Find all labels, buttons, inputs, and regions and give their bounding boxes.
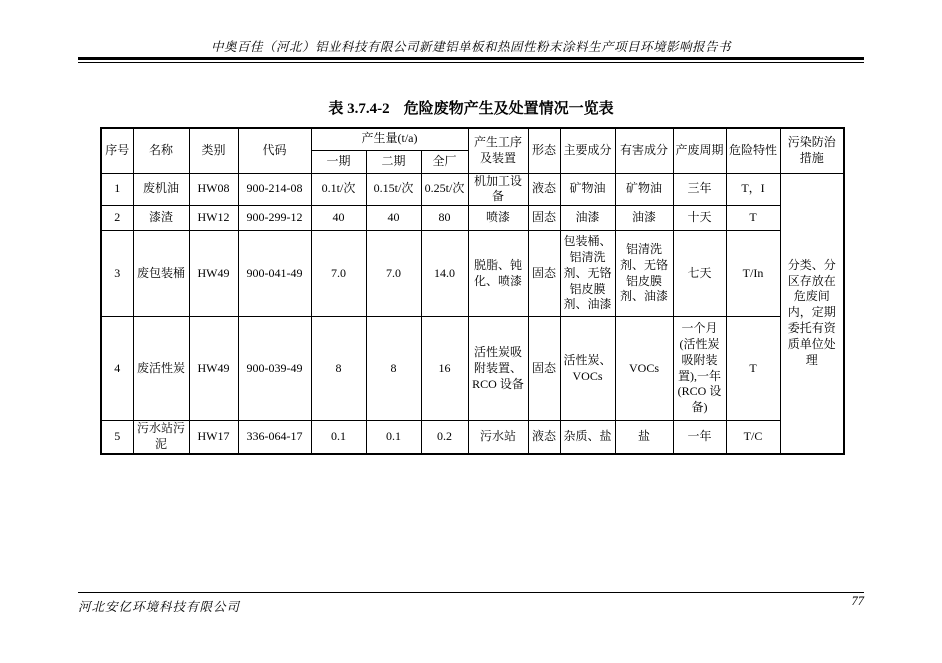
- cell-main-component: 矿物油: [560, 173, 615, 206]
- cell-harmful-component: 油漆: [615, 206, 673, 231]
- cell-hazard: T: [726, 317, 780, 421]
- cell-category: HW17: [189, 421, 238, 454]
- cell-code: 900-039-49: [238, 317, 311, 421]
- table-row: [101, 421, 844, 454]
- cell-phase1: 7.0: [311, 231, 366, 317]
- col-header-process: 产生工序及装置: [468, 128, 528, 173]
- cell-phase2: 0.15t/次: [366, 173, 421, 206]
- cell-process: 喷漆: [468, 206, 528, 231]
- cell-code: 900-214-08: [238, 173, 311, 206]
- cell-no: 3: [101, 231, 133, 317]
- footer-rule: [78, 592, 864, 593]
- cell-form: 固态: [528, 317, 560, 421]
- table-title-number: 表 3.7.4-2: [328, 101, 390, 117]
- table-row: [101, 231, 844, 317]
- cell-form: 固态: [528, 206, 560, 231]
- cell-harmful-component: VOCs: [615, 317, 673, 421]
- col-header-form: 形态: [528, 128, 560, 173]
- footer-company: 河北安亿环境科技有限公司: [78, 600, 241, 614]
- page-number: 77: [851, 594, 864, 608]
- cell-cycle: 一年: [673, 421, 726, 454]
- cell-category: HW08: [189, 173, 238, 206]
- cell-no: 2: [101, 206, 133, 231]
- cell-no: 5: [101, 421, 133, 454]
- col-header-index: 序号: [101, 128, 133, 173]
- cell-name: 漆渣: [133, 206, 189, 231]
- cell-cycle: 一个月(活性炭吸附装置),一年(RCO 设备): [673, 317, 726, 421]
- col-header-code: 代码: [238, 128, 311, 173]
- cell-no: 4: [101, 317, 133, 421]
- cell-harmful-component: 铝清洗剂、无铬铝皮膜剂、油漆: [615, 231, 673, 317]
- cell-hazard: T/In: [726, 231, 780, 317]
- table-row: [101, 206, 844, 231]
- cell-total: 0.25t/次: [421, 173, 468, 206]
- cell-name: 废包装桶: [133, 231, 189, 317]
- cell-phase2: 0.1: [366, 421, 421, 454]
- cell-name: 废机油: [133, 173, 189, 206]
- col-header-cycle: 产废周期: [673, 128, 726, 173]
- cell-main-component: 活性炭、VOCs: [560, 317, 615, 421]
- cell-measures: 分类、分区存放在危废间内，定期委托有资质单位处理: [780, 173, 844, 454]
- cell-phase1: 0.1: [311, 421, 366, 454]
- col-header-total: 全厂: [421, 150, 468, 173]
- cell-code: 336-064-17: [238, 421, 311, 454]
- cell-cycle: 三年: [673, 173, 726, 206]
- cell-name: 废活性炭: [133, 317, 189, 421]
- cell-phase1: 40: [311, 206, 366, 231]
- col-header-phase2: 二期: [366, 150, 421, 173]
- cell-total: 80: [421, 206, 468, 231]
- cell-form: 液态: [528, 421, 560, 454]
- col-header-phase1: 一期: [311, 150, 366, 173]
- cell-code: 900-041-49: [238, 231, 311, 317]
- header-rule-thick: [78, 57, 864, 60]
- cell-phase1: 0.1t/次: [311, 173, 366, 206]
- cell-form: 固态: [528, 231, 560, 317]
- cell-total: 16: [421, 317, 468, 421]
- cell-name: 污水站污泥: [133, 421, 189, 454]
- cell-total: 14.0: [421, 231, 468, 317]
- cell-phase1: 8: [311, 317, 366, 421]
- col-header-main-component: 主要成分: [560, 128, 615, 173]
- hazardous-waste-table: [100, 127, 845, 455]
- cell-phase2: 8: [366, 317, 421, 421]
- col-header-harmful-component: 有害成分: [615, 128, 673, 173]
- cell-cycle: 七天: [673, 231, 726, 317]
- table-row: [101, 317, 844, 421]
- cell-no: 1: [101, 173, 133, 206]
- cell-total: 0.2: [421, 421, 468, 454]
- cell-process: 脱脂、钝化、喷漆: [468, 231, 528, 317]
- cell-process: 机加工设备: [468, 173, 528, 206]
- cell-form: 液态: [528, 173, 560, 206]
- cell-hazard: T: [726, 206, 780, 231]
- table-title: [0, 97, 942, 118]
- cell-category: HW12: [189, 206, 238, 231]
- cell-code: 900-299-12: [238, 206, 311, 231]
- col-header-category: 类别: [189, 128, 238, 173]
- header-rule-thin: [78, 62, 864, 63]
- col-header-hazard: 危险特性: [726, 128, 780, 173]
- cell-main-component: 油漆: [560, 206, 615, 231]
- cell-process: 污水站: [468, 421, 528, 454]
- cell-harmful-component: 矿物油: [615, 173, 673, 206]
- table-row: [101, 173, 844, 206]
- page-header-title: 中奥百佳（河北）铝业科技有限公司新建铝单板和热固性粉末涂料生产项目环境影响报告书: [210, 40, 731, 54]
- cell-phase2: 40: [366, 206, 421, 231]
- col-header-name: 名称: [133, 128, 189, 173]
- cell-harmful-component: 盐: [615, 421, 673, 454]
- cell-process: 活性炭吸附装置、RCO 设备: [468, 317, 528, 421]
- cell-main-component: 包装桶、铝清洗剂、无铬铝皮膜剂、油漆: [560, 231, 615, 317]
- cell-category: HW49: [189, 317, 238, 421]
- cell-category: HW49: [189, 231, 238, 317]
- cell-hazard: T/C: [726, 421, 780, 454]
- col-header-measures: 污染防治措施: [780, 128, 844, 173]
- cell-hazard: T，I: [726, 173, 780, 206]
- cell-cycle: 十天: [673, 206, 726, 231]
- cell-main-component: 杂质、盐: [560, 421, 615, 454]
- cell-phase2: 7.0: [366, 231, 421, 317]
- col-header-output: 产生量(t/a): [311, 128, 468, 150]
- table-title-text: 危险废物产生及处置情况一览表: [403, 101, 614, 117]
